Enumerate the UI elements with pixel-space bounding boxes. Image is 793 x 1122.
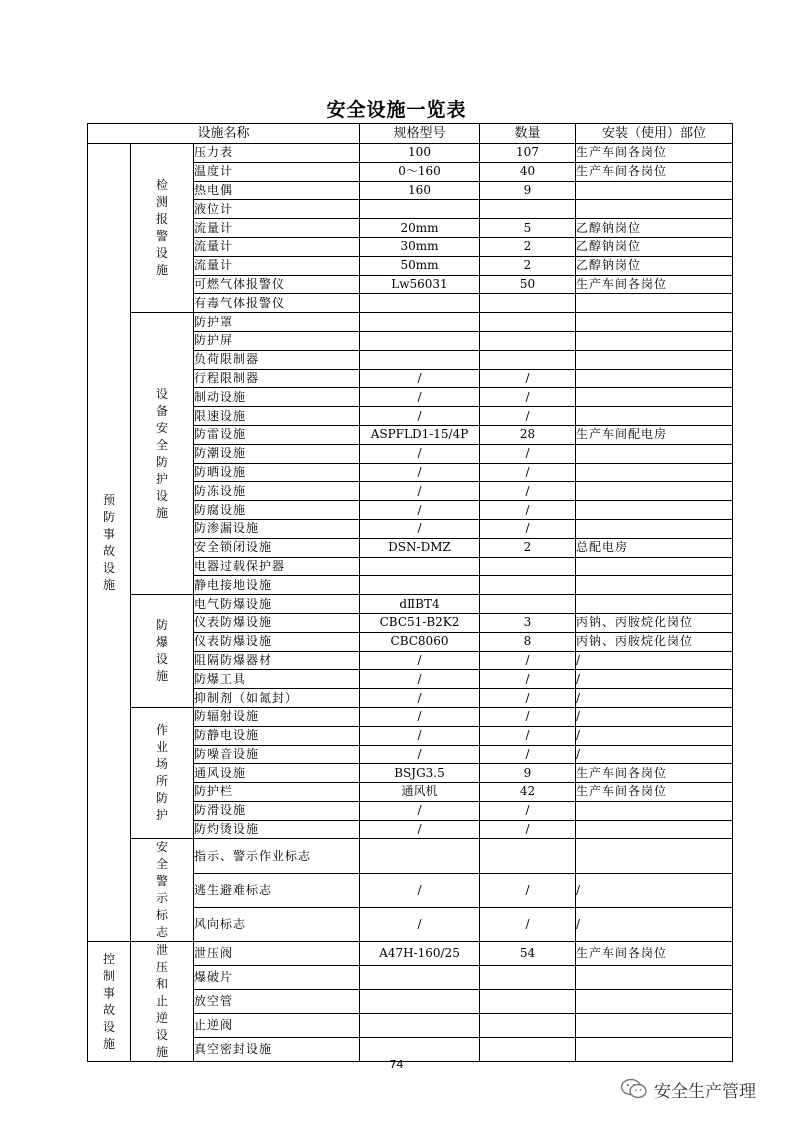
cell-qty: 2	[480, 256, 576, 275]
cell-qty	[480, 576, 576, 595]
cell-spec: A47H-160/25	[360, 942, 480, 966]
cell-name: 限速设施	[194, 407, 360, 426]
cell-spec: /	[360, 670, 480, 689]
cell-qty: /	[480, 482, 576, 501]
cell-name: 制动设施	[194, 388, 360, 407]
subgroup-label	[131, 942, 194, 1062]
cell-name: 流量计	[194, 237, 360, 256]
cell-name: 流量计	[194, 256, 360, 275]
cell-spec: /	[360, 820, 480, 839]
cell-name: 仪表防爆设施	[194, 632, 360, 651]
cell-spec: /	[360, 908, 480, 942]
cell-qty: /	[480, 801, 576, 820]
cell-location	[576, 557, 733, 576]
cell-spec: 160	[360, 181, 480, 200]
cell-qty: 3	[480, 613, 576, 632]
cell-name: 防噪音设施	[194, 745, 360, 764]
cell-name: 真空密封设施	[194, 1038, 360, 1062]
cell-spec: /	[360, 651, 480, 670]
cell-spec	[360, 1014, 480, 1038]
cell-qty: 2	[480, 237, 576, 256]
cell-name: 防渗漏设施	[194, 519, 360, 538]
cell-spec	[360, 576, 480, 595]
cell-name: 防护屏	[194, 331, 360, 350]
cell-qty: /	[480, 651, 576, 670]
cell-name: 防静电设施	[194, 726, 360, 745]
cell-spec	[360, 839, 480, 873]
group-label-text: 控制事故设施	[102, 951, 115, 1051]
cell-location	[576, 501, 733, 520]
cell-location	[576, 595, 733, 614]
cell-spec: dⅡBT4	[360, 595, 480, 614]
cell-location: /	[576, 707, 733, 726]
cell-location: 乙醇钠岗位	[576, 219, 733, 238]
cell-qty: 107	[480, 144, 576, 163]
cell-qty	[480, 557, 576, 576]
cell-spec	[360, 966, 480, 990]
cell-qty	[480, 1014, 576, 1038]
cell-location	[576, 388, 733, 407]
table-row	[88, 839, 733, 873]
table-row	[88, 313, 733, 332]
cell-location: /	[576, 689, 733, 708]
cell-spec: /	[360, 726, 480, 745]
cell-name: 行程限制器	[194, 369, 360, 388]
header-qty: 数量	[480, 124, 576, 144]
cell-name: 电气防爆设施	[194, 595, 360, 614]
watermark	[620, 1074, 756, 1104]
cell-location	[576, 369, 733, 388]
cell-name: 有毒气体报警仪	[194, 294, 360, 313]
cell-name: 通风设施	[194, 764, 360, 783]
cell-location	[576, 407, 733, 426]
cell-name: 防护栏	[194, 783, 360, 802]
cell-qty	[480, 350, 576, 369]
cell-location: 生产车间配电房	[576, 425, 733, 444]
subgroup-label	[131, 144, 194, 313]
cell-location: /	[576, 908, 733, 942]
subgroup-label-text: 设备安全防护设施	[155, 386, 168, 520]
cell-name: 安全锁闭设施	[194, 538, 360, 557]
cell-location: 生产车间各岗位	[576, 162, 733, 181]
cell-spec: ASPFLD1-15/4P	[360, 425, 480, 444]
watermark-text: 安全生产管理	[654, 1081, 756, 1102]
table-row	[88, 942, 733, 966]
cell-qty: /	[480, 745, 576, 764]
subgroup-label	[131, 313, 194, 595]
cell-spec	[360, 331, 480, 350]
table-row	[88, 707, 733, 726]
cell-spec: BSJG3.5	[360, 764, 480, 783]
cell-name: 防护罩	[194, 313, 360, 332]
cell-spec: /	[360, 707, 480, 726]
cell-spec: /	[360, 745, 480, 764]
subgroup-label	[131, 707, 194, 839]
cell-spec: /	[360, 501, 480, 520]
cell-qty	[480, 200, 576, 219]
cell-name: 静电接地设施	[194, 576, 360, 595]
subgroup-label-text: 防爆设施	[155, 618, 168, 684]
cell-qty	[480, 595, 576, 614]
cell-name: 防爆工具	[194, 670, 360, 689]
cell-spec: /	[360, 407, 480, 426]
cell-location	[576, 294, 733, 313]
cell-location: 丙钠、丙胺烷化岗位	[576, 613, 733, 632]
wechat-icon	[620, 1078, 648, 1100]
cell-qty: 54	[480, 942, 576, 966]
page-number: 74	[389, 1058, 404, 1071]
cell-spec	[360, 557, 480, 576]
cell-qty: /	[480, 820, 576, 839]
cell-spec: CBC51-B2K2	[360, 613, 480, 632]
table-header-row	[88, 124, 733, 144]
cell-location: 生产车间各岗位	[576, 144, 733, 163]
cell-qty: /	[480, 670, 576, 689]
cell-name: 爆破片	[194, 966, 360, 990]
subgroup-label-text: 安全警示标志	[155, 840, 168, 940]
cell-name: 负荷限制器	[194, 350, 360, 369]
header-spec: 规格型号	[360, 124, 480, 144]
cell-qty	[480, 990, 576, 1014]
cell-name: 风向标志	[194, 908, 360, 942]
cell-location: 生产车间各岗位	[576, 942, 733, 966]
cell-location: 乙醇钠岗位	[576, 237, 733, 256]
cell-name: 指示、警示作业标志	[194, 839, 360, 873]
cell-name: 压力表	[194, 144, 360, 163]
cell-qty: /	[480, 407, 576, 426]
cell-name: 防灼烫设施	[194, 820, 360, 839]
cell-qty: /	[480, 726, 576, 745]
subgroup-label-text: 检测报警设施	[155, 178, 168, 278]
cell-spec	[360, 350, 480, 369]
cell-name: 可燃气体报警仪	[194, 275, 360, 294]
subgroup-label-text: 作业场所防护	[155, 723, 168, 823]
safety-facilities-table	[87, 123, 733, 1062]
cell-name: 逃生避难标志	[194, 873, 360, 907]
cell-spec	[360, 990, 480, 1014]
cell-name: 仪表防爆设施	[194, 613, 360, 632]
cell-name: 抑制剂（如氮封）	[194, 689, 360, 708]
cell-spec: /	[360, 388, 480, 407]
cell-location	[576, 820, 733, 839]
cell-qty: 42	[480, 783, 576, 802]
cell-qty: 28	[480, 425, 576, 444]
cell-spec: /	[360, 873, 480, 907]
cell-name: 防晒设施	[194, 463, 360, 482]
cell-spec: Lw56031	[360, 275, 480, 294]
cell-qty	[480, 966, 576, 990]
cell-qty: 50	[480, 275, 576, 294]
group-label-text: 预防事故设施	[102, 492, 115, 592]
cell-name: 放空管	[194, 990, 360, 1014]
group-label	[88, 144, 131, 942]
cell-location: /	[576, 651, 733, 670]
cell-qty: /	[480, 501, 576, 520]
cell-spec: 100	[360, 144, 480, 163]
cell-location	[576, 966, 733, 990]
cell-name: 防雷设施	[194, 425, 360, 444]
cell-location: /	[576, 726, 733, 745]
cell-location	[576, 444, 733, 463]
cell-location: 乙醇钠岗位	[576, 256, 733, 275]
cell-spec: /	[360, 689, 480, 708]
cell-spec: /	[360, 444, 480, 463]
cell-name: 泄压阀	[194, 942, 360, 966]
cell-spec: /	[360, 463, 480, 482]
subgroup-label-text: 泄压和止逆设施	[155, 943, 168, 1060]
cell-spec: 50mm	[360, 256, 480, 275]
cell-name: 防滑设施	[194, 801, 360, 820]
cell-name: 电器过载保护器	[194, 557, 360, 576]
cell-location	[576, 181, 733, 200]
cell-location: 生产车间各岗位	[576, 783, 733, 802]
table-row	[88, 595, 733, 614]
cell-spec	[360, 294, 480, 313]
cell-spec: 20mm	[360, 219, 480, 238]
cell-location	[576, 576, 733, 595]
cell-spec: /	[360, 482, 480, 501]
table-row	[88, 144, 733, 163]
cell-qty: /	[480, 369, 576, 388]
cell-qty: 8	[480, 632, 576, 651]
group-label	[88, 942, 131, 1062]
cell-location	[576, 801, 733, 820]
cell-qty: 2	[480, 538, 576, 557]
cell-name: 阻隔防爆器材	[194, 651, 360, 670]
cell-location	[576, 519, 733, 538]
page-title: 安全设施一览表	[326, 99, 467, 121]
cell-qty: /	[480, 463, 576, 482]
cell-spec: DSN-DMZ	[360, 538, 480, 557]
cell-name: 防辐射设施	[194, 707, 360, 726]
cell-qty	[480, 294, 576, 313]
cell-name: 流量计	[194, 219, 360, 238]
cell-qty: /	[480, 873, 576, 907]
cell-location: /	[576, 873, 733, 907]
cell-qty: /	[480, 908, 576, 942]
cell-location	[576, 200, 733, 219]
cell-qty	[480, 839, 576, 873]
cell-qty: 40	[480, 162, 576, 181]
cell-location	[576, 331, 733, 350]
cell-qty	[480, 331, 576, 350]
cell-qty	[480, 313, 576, 332]
cell-name: 温度计	[194, 162, 360, 181]
cell-spec	[360, 313, 480, 332]
cell-qty: /	[480, 707, 576, 726]
cell-qty: /	[480, 388, 576, 407]
cell-location: /	[576, 670, 733, 689]
cell-name: 防潮设施	[194, 444, 360, 463]
cell-location	[576, 463, 733, 482]
cell-location	[576, 1014, 733, 1038]
cell-spec: /	[360, 801, 480, 820]
cell-location: /	[576, 745, 733, 764]
cell-qty: 9	[480, 764, 576, 783]
cell-name: 热电偶	[194, 181, 360, 200]
cell-spec: 通风机	[360, 783, 480, 802]
cell-name: 液位计	[194, 200, 360, 219]
cell-location: 丙钠、丙胺烷化岗位	[576, 632, 733, 651]
cell-location	[576, 482, 733, 501]
cell-spec	[360, 200, 480, 219]
cell-qty: 5	[480, 219, 576, 238]
cell-location	[576, 313, 733, 332]
cell-location	[576, 990, 733, 1014]
cell-qty: /	[480, 444, 576, 463]
cell-spec: /	[360, 519, 480, 538]
cell-spec: /	[360, 369, 480, 388]
cell-name: 防冻设施	[194, 482, 360, 501]
cell-spec: 0～160	[360, 162, 480, 181]
header-location: 安装（使用）部位	[576, 124, 733, 144]
cell-location	[576, 839, 733, 873]
cell-location: 生产车间各岗位	[576, 275, 733, 294]
cell-location: 总配电房	[576, 538, 733, 557]
cell-location: 生产车间各岗位	[576, 764, 733, 783]
cell-qty: /	[480, 519, 576, 538]
cell-spec: 30mm	[360, 237, 480, 256]
subgroup-label	[131, 839, 194, 942]
cell-name: 防腐设施	[194, 501, 360, 520]
cell-name: 止逆阀	[194, 1014, 360, 1038]
cell-qty: /	[480, 689, 576, 708]
cell-spec: CBC8060	[360, 632, 480, 651]
header-name: 设施名称	[88, 124, 360, 144]
cell-location	[576, 350, 733, 369]
subgroup-label	[131, 595, 194, 708]
table-body	[88, 144, 733, 1062]
cell-qty: 9	[480, 181, 576, 200]
